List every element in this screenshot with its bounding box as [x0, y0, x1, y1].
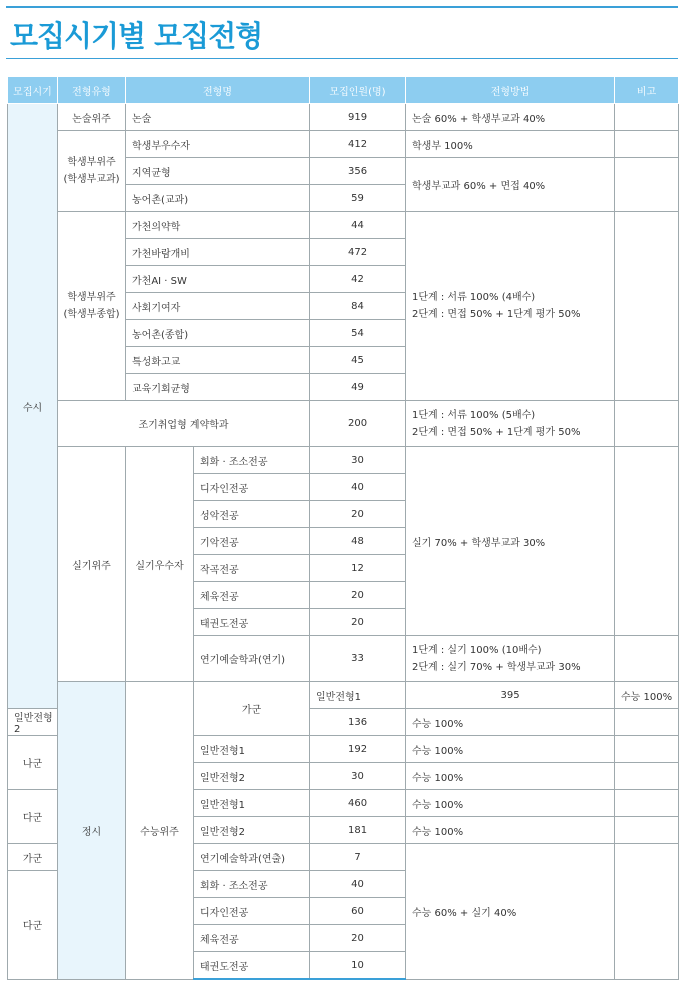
name-cell: 체육전공	[194, 925, 310, 952]
header-type: 전형유형	[58, 77, 126, 104]
name-cell: 일반전형1	[194, 736, 310, 763]
table-row	[8, 212, 679, 239]
group-cell: 가군	[194, 682, 310, 736]
method-cell	[406, 212, 615, 401]
method-cell: 실기 70% + 학생부교과 30%	[406, 447, 615, 636]
table-row	[8, 104, 679, 131]
method-cell: 수능 100%	[406, 817, 615, 844]
name-cell: 기악전공	[194, 528, 310, 555]
table-row	[8, 447, 679, 474]
remark-cell	[615, 763, 679, 790]
count-cell: 54	[310, 320, 406, 347]
type-line: 학생부위주	[67, 292, 116, 303]
name-cell: 교육기회균형	[126, 374, 310, 401]
name-cell: 회화 · 조소전공	[194, 871, 310, 898]
method-cell: 수능 100%	[406, 763, 615, 790]
page-title: 모집시기별 모집전형	[10, 19, 263, 53]
name-cell: 지역균형	[126, 158, 310, 185]
table-row	[8, 401, 679, 447]
top-rule	[6, 6, 678, 8]
name-cell: 작곡전공	[194, 555, 310, 582]
name-cell: 일반전형1	[194, 790, 310, 817]
remark-cell	[615, 104, 679, 131]
method-cell: 수능 100%	[406, 709, 615, 736]
remark-cell	[615, 709, 679, 736]
method-cell	[406, 401, 615, 447]
count-cell: 136	[310, 709, 406, 736]
period-cell-jeongsi: 정시	[58, 682, 126, 980]
count-cell: 12	[310, 555, 406, 582]
count-cell: 20	[310, 582, 406, 609]
remark-cell	[615, 447, 679, 636]
count-cell: 40	[310, 474, 406, 501]
name-cell: 디자인전공	[194, 898, 310, 925]
count-cell: 20	[310, 609, 406, 636]
type-cell: 수능위주	[126, 682, 194, 980]
type-cell	[58, 212, 126, 401]
count-cell: 460	[310, 790, 406, 817]
method-cell	[406, 636, 615, 682]
group-cell: 다군	[8, 790, 58, 844]
name-cell: 사회기여자	[126, 293, 310, 320]
header-remark: 비고	[615, 77, 679, 104]
remark-cell	[615, 158, 679, 212]
name-cell: 특성화고교	[126, 347, 310, 374]
name-cell: 일반전형2	[8, 709, 58, 736]
name-cell: 태권도전공	[194, 952, 310, 980]
name-cell: 가천의약학	[126, 212, 310, 239]
type-line: 학생부위주	[67, 157, 116, 168]
header-name: 전형명	[126, 77, 310, 104]
remark-cell	[615, 212, 679, 401]
type-line: (학생부교과)	[63, 174, 120, 185]
count-cell: 20	[310, 501, 406, 528]
header-period: 모집시기	[8, 77, 58, 104]
table-row	[8, 682, 679, 709]
remark-cell	[615, 844, 679, 980]
count-cell: 49	[310, 374, 406, 401]
method-cell: 수능 100%	[406, 736, 615, 763]
name-cell: 일반전형2	[194, 763, 310, 790]
count-cell: 45	[310, 347, 406, 374]
count-cell: 7	[310, 844, 406, 871]
count-cell: 59	[310, 185, 406, 212]
remark-cell	[615, 131, 679, 158]
method-line: 1단계 : 실기 100% (10배수)	[412, 644, 542, 656]
count-cell: 356	[310, 158, 406, 185]
name-cell: 성악전공	[194, 501, 310, 528]
count-cell: 30	[310, 447, 406, 474]
method-cell: 학생부교과 60% + 면접 40%	[406, 158, 615, 212]
name-cell: 태권도전공	[194, 609, 310, 636]
count-cell: 919	[310, 104, 406, 131]
method-cell: 학생부 100%	[406, 131, 615, 158]
count-cell: 395	[406, 682, 615, 709]
header-count: 모집인원(명)	[310, 77, 406, 104]
name-cell: 학생부우수자	[126, 131, 310, 158]
name-cell: 연기예술학과(연기)	[194, 636, 310, 682]
group-cell: 다군	[8, 871, 58, 980]
count-cell: 44	[310, 212, 406, 239]
count-cell: 48	[310, 528, 406, 555]
name-cell: 논술	[126, 104, 310, 131]
name-cell: 디자인전공	[194, 474, 310, 501]
type-line: (학생부종합)	[63, 309, 120, 320]
count-cell: 181	[310, 817, 406, 844]
count-cell: 33	[310, 636, 406, 682]
remark-cell	[615, 401, 679, 447]
type-cell: 논술위주	[58, 104, 126, 131]
subtype-cell: 실기우수자	[126, 447, 194, 682]
method-line: 1단계 : 서류 100% (5배수)	[412, 409, 536, 421]
method-cell: 수능 100%	[406, 790, 615, 817]
count-cell: 412	[310, 131, 406, 158]
remark-cell	[615, 636, 679, 682]
name-cell: 농어촌(교과)	[126, 185, 310, 212]
count-cell: 42	[310, 266, 406, 293]
method-line: 2단계 : 면접 50% + 1단계 평가 50%	[412, 309, 581, 320]
type-cell	[58, 131, 126, 212]
count-cell: 60	[310, 898, 406, 925]
name-cell: 체육전공	[194, 582, 310, 609]
method-line: 2단계 : 면접 50% + 1단계 평가 50%	[412, 426, 581, 438]
method-cell: 수능 100%	[615, 682, 679, 709]
count-cell: 40	[310, 871, 406, 898]
name-cell: 일반전형1	[310, 682, 406, 709]
count-cell: 472	[310, 239, 406, 266]
period-cell-susi: 수시	[8, 104, 58, 709]
name-cell: 회화 · 조소전공	[194, 447, 310, 474]
count-cell: 200	[310, 401, 406, 447]
count-cell: 10	[310, 952, 406, 980]
name-cell: 농어촌(종합)	[126, 320, 310, 347]
group-cell: 가군	[8, 844, 58, 871]
title-rule	[6, 58, 678, 59]
name-cell: 가천AI · SW	[126, 266, 310, 293]
remark-cell	[615, 790, 679, 817]
type-cell: 실기위주	[58, 447, 126, 682]
method-cell: 논술 60% + 학생부교과 40%	[406, 104, 615, 131]
method-cell: 수능 60% + 실기 40%	[406, 844, 615, 980]
header-method: 전형방법	[406, 77, 615, 104]
group-cell: 나군	[8, 736, 58, 790]
method-line: 2단계 : 실기 70% + 학생부교과 30%	[412, 661, 581, 673]
count-cell: 84	[310, 293, 406, 320]
admission-table	[7, 77, 679, 980]
count-cell: 20	[310, 925, 406, 952]
name-cell: 가천바람개비	[126, 239, 310, 266]
name-cell-early: 조기취업형 계약학과	[58, 401, 310, 447]
header-row	[8, 77, 679, 104]
table-row	[8, 131, 679, 158]
count-cell: 192	[310, 736, 406, 763]
count-cell: 30	[310, 763, 406, 790]
remark-cell	[615, 817, 679, 844]
remark-cell	[615, 736, 679, 763]
name-cell: 일반전형2	[194, 817, 310, 844]
method-line: 1단계 : 서류 100% (4배수)	[412, 292, 536, 303]
name-cell: 연기예술학과(연출)	[194, 844, 310, 871]
